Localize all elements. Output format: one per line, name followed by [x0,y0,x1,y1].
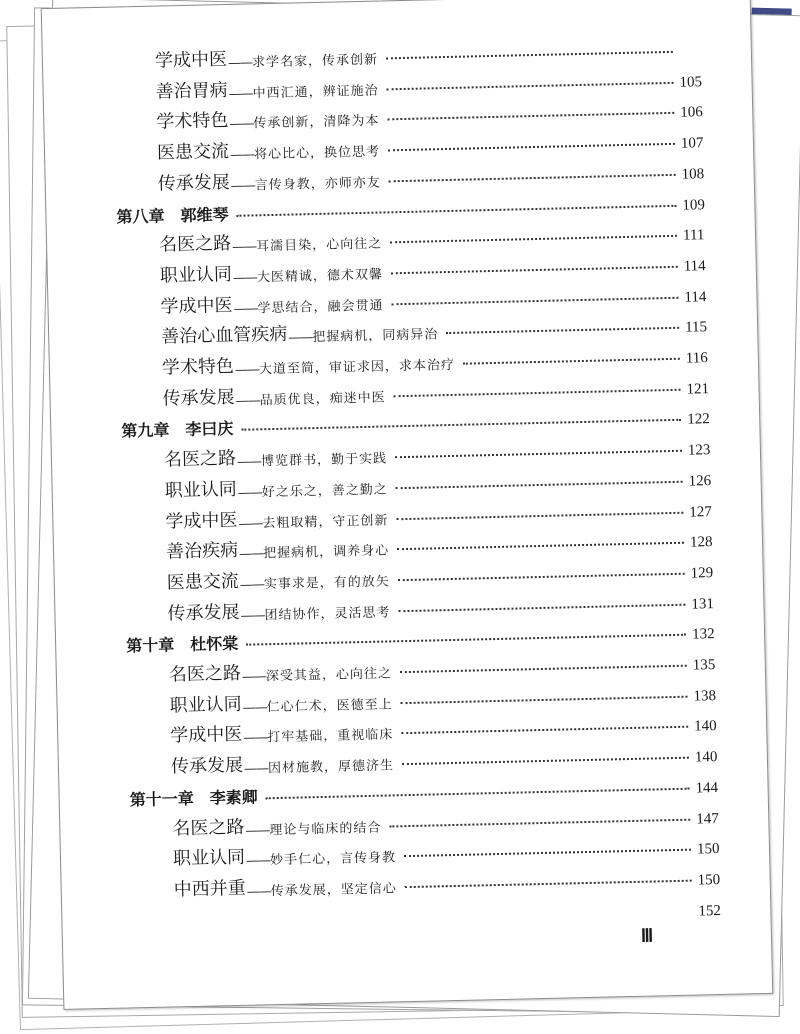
dot-leader [387,111,674,121]
dot-leader [405,879,692,889]
section-title: 名医之路 [168,662,242,686]
page-number: 128 [689,534,713,551]
chapter-title: 第八章 郭维琴 [116,204,229,227]
section-title: 传承发展 [157,171,230,195]
section-subtitle: 团结协作，灵活思考 [264,604,391,623]
page-number: 105 [679,73,703,91]
section-subtitle: 耳濡目染，心向往之 [256,236,383,255]
em-dash-separator: —— [236,454,262,470]
section-title: 医患交流 [166,570,240,594]
page-number: 116 [685,350,708,367]
section-subtitle: 仁心仁术，医德至上 [266,697,393,715]
section-subtitle: 深受其益，心向往之 [265,666,393,685]
section-title: 职业认同 [159,263,233,287]
em-dash-separator: —— [234,362,260,378]
page-number: 109 [682,196,706,214]
toc-page [41,0,774,1010]
em-dash-separator: —— [235,393,260,409]
section-subtitle: 言传身教，亦师亦友 [254,175,381,194]
section-subtitle: 大道至简，审证求因，求本治疗 [258,357,456,378]
section-subtitle: 理论与临床的结合 [269,820,382,838]
em-dash-separator: —— [288,330,313,346]
page-number: 129 [690,564,714,582]
em-dash-separator: —— [245,853,271,869]
dot-leader [391,295,678,305]
page-number: 131 [691,595,715,613]
page-number: 114 [684,288,707,306]
em-dash-separator: —— [239,577,265,593]
section-title: 中西并重 [173,877,246,901]
section-title: 学成中医 [165,509,238,532]
dot-leader [395,449,682,459]
em-dash-separator: —— [228,86,253,102]
section-subtitle: 打牢基础，重视临床 [267,727,394,746]
roman-page-number: Ⅲ [640,925,654,946]
section-title: 传承发展 [170,754,244,778]
section-subtitle: 传承发展，坚定信心 [270,881,397,900]
section-subtitle: 传承创新，清降为本 [253,113,380,132]
section-subtitle: 把握病机，调养身心 [262,543,390,562]
section-title: 善治胃病 [155,79,228,103]
em-dash-separator: —— [243,730,268,747]
section-title: 善治心血管疾病 [160,323,288,348]
section-title: 学术特色 [161,355,235,379]
section-title: 善治疾病 [165,540,239,563]
page-number: 106 [680,104,703,122]
section-title: 学成中医 [160,294,233,318]
dot-leader [396,480,683,490]
page-number: 115 [684,319,708,336]
section-title: 医患交流 [156,141,230,164]
section-title: 职业认同 [169,693,242,717]
dot-leader [398,572,685,582]
section-title: 学成中医 [154,48,228,72]
section-subtitle: 因材施教，厚德济生 [267,758,395,777]
page-number: 135 [692,657,716,674]
dot-leader [463,357,680,365]
section-subtitle: 求学名家，传承创新 [251,52,379,71]
page-number: 147 [696,810,719,828]
page-number: 111 [682,227,705,244]
page-number: 114 [683,258,706,275]
dot-leader [404,848,691,858]
dot-leader [396,510,683,520]
em-dash-separator: —— [240,607,265,624]
em-dash-separator: —— [239,546,264,563]
section-subtitle: 去粗取精，守正创新 [262,512,389,531]
page-number: 150 [697,871,721,889]
dot-leader [389,817,690,827]
section-title: 传承发展 [167,601,240,625]
page-number: 126 [688,472,712,490]
section-title: 学成中医 [170,724,243,747]
em-dash-separator: —— [229,116,254,133]
section-subtitle: 实事求是，有的放矢 [263,574,391,593]
section-subtitle: 妙手仁心，言传身教 [269,850,397,869]
dot-leader [394,387,681,397]
section-subtitle: 大医精诚，德术双馨 [256,267,384,286]
section-title: 传承发展 [162,386,235,410]
section-subtitle: 好之乐之，善之勤之 [261,482,388,501]
dot-leader [401,725,688,735]
section-title: 职业认同 [164,478,237,502]
page-number: 150 [696,841,720,858]
page-number: 132 [691,626,715,643]
page-number: 152 [698,902,722,920]
dot-leader [266,786,690,799]
dot-leader [402,756,689,766]
section-title: 学术特色 [156,110,229,133]
dot-leader [446,326,679,334]
dot-leader [397,541,684,551]
page-number: 107 [680,135,704,152]
section-title: 名医之路 [163,447,237,471]
em-dash-separator: —— [243,761,269,777]
page-number: 108 [681,165,705,183]
page-number: 121 [686,380,710,398]
em-dash-separator: —— [227,55,253,71]
page-number: 140 [694,718,717,735]
section-subtitle: 博览群书，勤于实践 [260,451,388,470]
page-number: 140 [694,749,718,766]
em-dash-separator: —— [237,485,262,501]
dot-leader [401,694,688,704]
dot-leader [389,173,676,183]
em-dash-separator: —— [242,699,267,716]
em-dash-separator: —— [230,178,255,194]
dot-leader [388,142,675,152]
em-dash-separator: —— [245,822,270,839]
dot-leader [400,664,687,674]
section-title: 职业认同 [172,846,246,870]
section-subtitle: 把握病机，同病异治 [312,327,439,346]
section-subtitle: 将心比心，换位思考 [253,144,381,163]
page-number: 122 [687,411,710,429]
dot-leader [246,633,686,646]
em-dash-separator: —— [229,147,255,164]
chapter-title: 第九章 李曰庆 [121,419,234,441]
dot-leader [391,265,678,275]
section-title: 名医之路 [172,816,245,839]
chapter-title: 第十章 杜怀棠 [126,634,239,656]
em-dash-separator: —— [238,515,263,532]
dot-leader [398,602,685,612]
dot-leader [236,203,676,216]
section-title: 名医之路 [158,233,232,256]
table-of-contents [42,0,773,1009]
em-dash-separator: —— [232,270,258,286]
section-subtitle: 品质优良，痴迷中医 [259,390,386,409]
page-number: 144 [695,779,719,797]
em-dash-separator: —— [232,239,257,256]
section-subtitle: 中西汇通，辨证施治 [252,83,379,102]
page-number: 127 [689,503,713,521]
spacer [175,920,699,932]
dot-leader [386,50,673,60]
page-number: 138 [693,687,717,705]
dot-leader [387,81,674,91]
dot-leader [241,418,681,431]
section-subtitle: 学思结合，融会贯通 [257,298,384,316]
em-dash-separator: —— [233,300,258,317]
page-number: 123 [687,442,711,459]
dot-leader [390,234,677,244]
em-dash-separator: —— [241,669,267,685]
chapter-title: 第十一章 李素卿 [129,787,258,810]
em-dash-separator: —— [246,884,271,900]
